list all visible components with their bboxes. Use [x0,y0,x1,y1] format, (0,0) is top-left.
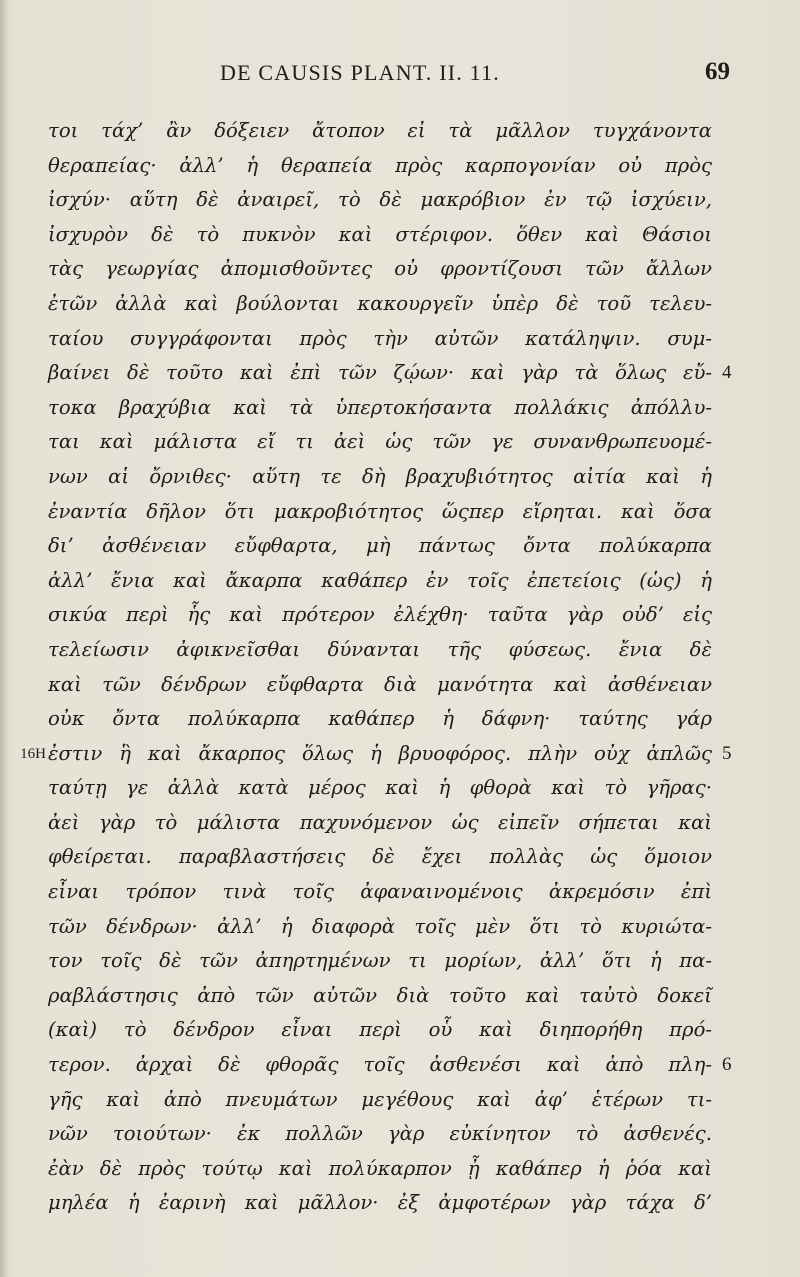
line-text: ἐστιν ἣ καὶ ἄκαρπος ὅλως ἡ βρυοφόρος. πλὴν οὐχ ἁπλῶς [48,741,712,765]
line-text: τῶν δένδρων· ἀλλ’ ἡ διαφορὰ τοῖς μὲν ὅτι τὸ κυριώτα- [48,914,712,938]
line-text: βαίνει δὲ τοῦτο καὶ ἐπὶ τῶν ζῴων· καὶ γὰρ τὰ ὅλως εὔ- [48,361,712,385]
line-text: ταύτῃ γε ἀλλὰ κατὰ μέρος καὶ ἡ φθορὰ καὶ τὸ γῆρας· [48,776,712,800]
left-margin-ref: 16H [20,745,46,762]
line-text: τὰς γεωργίας ἀπομισθοῦντες οὐ φροντίζουσι τῶν ἄλλων [48,257,712,281]
text-line [48,598,712,633]
gutter-shadow [0,0,8,1277]
text-line [48,183,712,218]
section-number: 4 [722,362,732,384]
text-line [48,322,712,357]
line-text: νῶν τοιούτων· ἐκ πολλῶν γὰρ εὐκίνητον τὸ ἀσθενές. [48,1122,712,1146]
text-line [48,1152,712,1187]
text-line [48,1083,712,1118]
line-text: καὶ τῶν δένδρων εὔφθαρτα διὰ μανότητα καὶ ἀσθένειαν [48,672,712,696]
text-line [48,149,712,184]
text-line [48,1013,712,1048]
text-line [48,944,712,979]
line-text: ἰσχύν· αὕτη δὲ ἀναιρεῖ, τὸ δὲ μακρόβιον ἐν τῷ ἰσχύειν, [48,188,712,212]
text-line [48,460,712,495]
text-line [48,1048,732,1083]
text-line [48,218,712,253]
line-text: θεραπείας· ἀλλ’ ἡ θεραπεία πρὸς καρπογονίαν οὐ πρὸς [48,153,712,177]
text-line [48,495,712,530]
text-line [48,114,712,149]
line-text: ἐτῶν ἀλλὰ καὶ βούλονται κακουργεῖν ὑπὲρ δὲ τοῦ τελευ- [48,291,712,315]
running-title: DE CAUSIS PLANT. II. 11. [220,60,500,85]
text-line [48,1117,712,1152]
text-line [48,840,712,875]
text-line [48,910,712,945]
line-text: τοι τάχ’ ἂν δόξειεν ἄτοπον εἰ τὰ μᾶλλον τυγχάνοντα [48,119,712,142]
line-text: οὐκ ὄντα πολύκαρπα καθάπερ ἡ δάφνη· ταύτης γάρ [48,707,712,731]
line-text: ἀεὶ γὰρ τὸ μάλιστα παχυνόμενον ὡς εἰπεῖν σήπεται καὶ [48,810,712,834]
line-text: νων αἱ ὄρνιθες· αὕτη τε δὴ βραχυβιότητος αἰτία καὶ ἡ [48,464,712,488]
text-line [48,702,712,737]
text-line [48,1186,712,1221]
line-text: τερον. ἀρχαὶ δὲ φθορᾶς τοῖς ἀσθενέσι καὶ ἀπὸ πλη- [48,1053,712,1077]
text-line [48,771,712,806]
text-line [48,875,712,910]
line-text: σικύα περὶ ἧς καὶ πρότερον ἐλέχθη· ταῦτα γὰρ οὐδ’ εἰς [48,603,712,627]
line-text: τοκα βραχύβια καὶ τὰ ὑπερτοκήσαντα πολλάκις ἀπόλλυ- [48,395,712,419]
line-text: (καὶ) τὸ δένδρον εἶναι περὶ οὗ καὶ διηπορήθη πρό- [48,1018,712,1042]
line-text: εἶναι τρόπον τινὰ τοῖς ἀφαναινομένοις ἀκρεμόσιν ἐπὶ [48,880,712,904]
text-line [48,356,732,391]
line-text: ται καὶ μάλιστα εἴ τι ἀεὶ ὡς τῶν γε συνανθρωπευομέ- [48,430,712,454]
text-line [48,287,712,322]
running-header [70,58,730,94]
text-line [48,564,712,599]
line-text: ταίου συγγράφονται πρὸς τὴν αὐτῶν κατάληψιν. συμ- [48,326,712,350]
section-number: 6 [722,1054,732,1076]
line-text: μηλέα ἡ ἐαρινὴ καὶ μᾶλλον· ἐξ ἀμφοτέρων γὰρ τάχα δ’ [48,1191,712,1215]
page-number: 69 [705,58,730,85]
text-line [48,806,712,841]
greek-text-block [20,114,732,1221]
line-text: τελείωσιν ἀφικνεῖσθαι δύνανται τῆς φύσεως. ἔνια δὲ [48,637,712,661]
text-line [48,529,712,564]
line-text: δι’ ἀσθένειαν εὔφθαρτα, μὴ πάντως ὄντα πολύκαρπα [48,534,712,558]
line-text: ἰσχυρὸν δὲ τὸ πυκνὸν καὶ στέριφον. ὅθεν καὶ Θάσιοι [48,222,712,246]
text-line [48,668,712,703]
line-text: ἀλλ’ ἔνια καὶ ἄκαρπα καθάπερ ἐν τοῖς ἐπετείοις (ὡς) ἡ [48,568,712,592]
text-line [48,391,712,426]
line-text: ραβλάστησις ἀπὸ τῶν αὐτῶν διὰ τοῦτο καὶ ταὐτὸ δοκεῖ [48,983,712,1007]
section-number: 5 [722,742,732,764]
text-line [48,633,712,668]
text-line [48,252,712,287]
line-text: τον τοῖς δὲ τῶν ἀπηρτημένων τι μορίων, ἀλλ’ ὅτι ἡ πα- [48,949,712,973]
line-text: ἐναντία δῆλον ὅτι μακροβιότητος ὥςπερ εἴρηται. καὶ ὅσα [48,499,712,523]
text-line [48,979,712,1014]
text-line [48,425,712,460]
line-text: φθείρεται. παραβλαστήσεις δὲ ἔχει πολλὰς ὡς ὅμοιον [48,845,712,869]
line-text: γῆς καὶ ἀπὸ πνευμάτων μεγέθους καὶ ἀφ’ ἑτέρων τι- [48,1087,712,1111]
text-line [20,737,732,772]
line-text: ἐὰν δὲ πρὸς τούτῳ καὶ πολύκαρπον ᾖ καθάπερ ἡ ῥόα καὶ [48,1156,712,1180]
